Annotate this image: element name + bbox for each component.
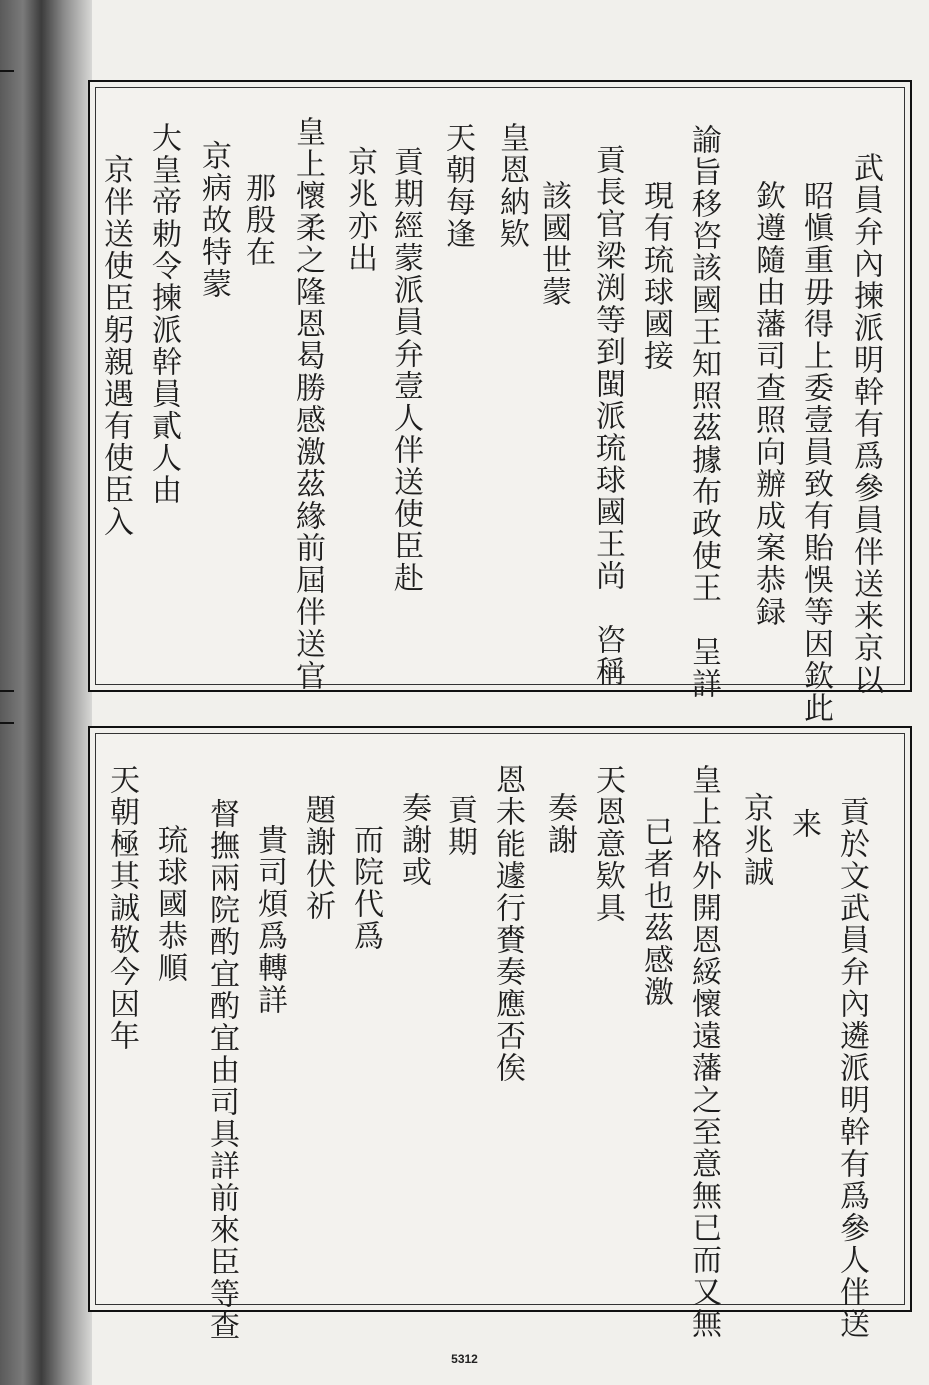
book-spine-shadow [0, 0, 92, 1385]
page-number: 5312 [451, 1352, 478, 1366]
text-column-16: 天朝極其誠敬今因年 [104, 764, 139, 1052]
text-column-5: 已者也茲感激 [638, 816, 673, 1008]
text-column-10: 貢期經蒙派員弁壹人伴送使臣赴 [388, 146, 423, 594]
facing-page-rule-mid [0, 690, 14, 692]
text-column-11: 京兆亦出 [342, 146, 377, 274]
text-column-5: 現有琉球國接 [638, 180, 673, 372]
text-column-9: 天朝每逢 [440, 122, 475, 250]
text-column-15: 大皇帝勅令揀派幹員貳人由 [146, 122, 181, 506]
facing-page-rule-top [0, 70, 14, 72]
text-column-13: 那殷在 [240, 172, 275, 268]
text-column-3: 欽遵隨由藩司查照向辦成案恭録 [750, 180, 785, 628]
text-column-6: 貢長官梁渕等到閩派琉球國王尚 咨稱 [590, 144, 625, 688]
text-column-9: 貢期 [442, 794, 477, 858]
text-column-12: 題謝伏祈 [300, 794, 335, 922]
text-column-15: 琉球國恭順 [152, 824, 187, 984]
text-column-7: 該國世蒙 [536, 180, 571, 308]
text-column-2: 昭愼重毋得上委壹員致有貽悞等因欽此 [798, 180, 833, 724]
facing-page-rule-mid2 [0, 722, 14, 724]
text-column-1: 武員弁內揀派明幹有爲參員伴送来京以 [848, 152, 883, 696]
text-column-12: 皇上懷柔之隆恩曷勝感激茲緣前屆伴送官 [290, 116, 325, 692]
text-column-4: 諭旨移咨該國王知照茲據布政使王 呈詳 [686, 124, 721, 700]
text-column-8: 皇恩納欵 [494, 122, 529, 250]
text-column-6: 天恩意欵具 [590, 764, 625, 924]
text-column-10: 奏謝或 [396, 792, 431, 888]
text-column-4: 皇上格外開恩綏懷遠藩之至意無已而又無 [686, 764, 721, 1340]
text-column-11: 而院代爲 [348, 824, 383, 952]
text-column-2: 来 [786, 808, 821, 840]
text-column-13: 貴司煩爲轉詳 [252, 824, 287, 1016]
text-column-3: 京兆誠 [738, 792, 773, 888]
text-column-8: 恩未能遽行賚奏應否俟 [490, 764, 525, 1084]
bottom-document-panel [88, 726, 912, 1342]
text-column-14: 京病故特蒙 [196, 140, 231, 300]
text-column-14: 督撫兩院酌宜酌宜由司具詳前來臣等查 [204, 798, 239, 1342]
text-column-16: 京伴送使臣躬親遇有使臣入 [98, 154, 133, 538]
top-document-panel [88, 80, 912, 724]
text-column-1: 貢於文武員弁內遴派明幹有爲參人伴送 [834, 796, 869, 1340]
text-column-7: 奏謝 [542, 792, 577, 856]
